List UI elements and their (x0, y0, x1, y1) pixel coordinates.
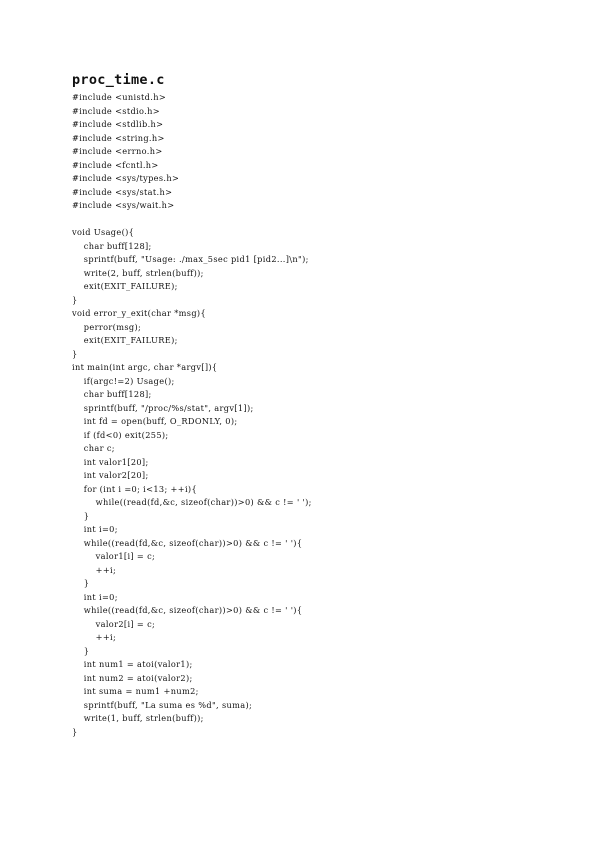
code-line: #include <sys/wait.h> (72, 200, 175, 210)
code-line: if (fd<0) exit(255); (72, 429, 169, 440)
code-line (72, 213, 312, 227)
code-line: int valor1[20]; (72, 456, 149, 467)
code-line: sprintf(buff, "/proc/%s/stat", argv[1]); (72, 402, 254, 413)
code-line: } (72, 578, 90, 588)
code-line: sprintf(buff, "La suma es %d", suma); (72, 699, 253, 710)
code-line: char c; (72, 443, 115, 453)
code-line: #include <unistd.h> (72, 92, 167, 102)
code-line: while((read(fd,&c, sizeof(char))>0) && c != ' '); (72, 497, 312, 507)
code-line: int fd = open(buff, O_RDONLY, 0); (72, 416, 238, 426)
source-code-block (72, 91, 312, 739)
code-line: while((read(fd,&c, sizeof(char))>0) && c != ' '){ (72, 537, 303, 548)
code-line: } (72, 645, 90, 656)
code-line: int i=0; (72, 591, 118, 602)
code-line: perror(msg); (72, 321, 142, 332)
code-line: } (72, 726, 78, 737)
code-line: char buff[128]; (72, 240, 152, 251)
code-line: #include <stdio.h> (72, 105, 160, 116)
code-line: #include <string.h> (72, 132, 165, 143)
code-line: #include <errno.h> (72, 146, 163, 156)
code-line: #include <sys/types.h> (72, 173, 180, 183)
code-line: valor1[i] = c; (72, 551, 156, 561)
code-line: } (72, 348, 78, 359)
code-line: char buff[128]; (72, 389, 152, 399)
code-line: void error_y_exit(char *msg){ (72, 308, 207, 318)
code-line: int suma = num1 +num2; (72, 686, 199, 696)
document-title: proc_time.c (72, 72, 165, 88)
code-line: #include <stdlib.h> (72, 119, 164, 129)
code-line: } (72, 510, 90, 521)
code-line: write(2, buff, strlen(buff)); (72, 267, 204, 278)
code-line: #include <fcntl.h> (72, 159, 159, 170)
code-line: void Usage(){ (72, 227, 135, 237)
code-line: int num2 = atoi(valor2); (72, 672, 193, 683)
code-line: if(argc!=2) Usage(); (72, 375, 175, 386)
code-line: int valor2[20]; (72, 470, 149, 480)
code-line: valor2[i] = c; (72, 618, 156, 629)
code-line: #include <sys/stat.h> (72, 186, 173, 197)
code-line: while((read(fd,&c, sizeof(char))>0) && c != ' '){ (72, 605, 303, 615)
code-line: for (int i =0; i<13; ++i){ (72, 483, 198, 494)
code-line: int i=0; (72, 524, 118, 534)
code-line: exit(EXIT_FAILURE); (72, 335, 178, 345)
code-line: } (72, 294, 78, 305)
code-line: ++i; (72, 564, 117, 575)
code-line: exit(EXIT_FAILURE); (72, 281, 178, 291)
code-line: ++i; (72, 632, 117, 642)
code-line: int main(int argc, char *argv[]){ (72, 362, 218, 372)
code-line: sprintf(buff, "Usage: ./max_5sec pid1 [pid2...]\n"); (72, 254, 309, 264)
code-line: write(1, buff, strlen(buff)); (72, 713, 204, 723)
code-line: int num1 = atoi(valor1); (72, 659, 193, 669)
